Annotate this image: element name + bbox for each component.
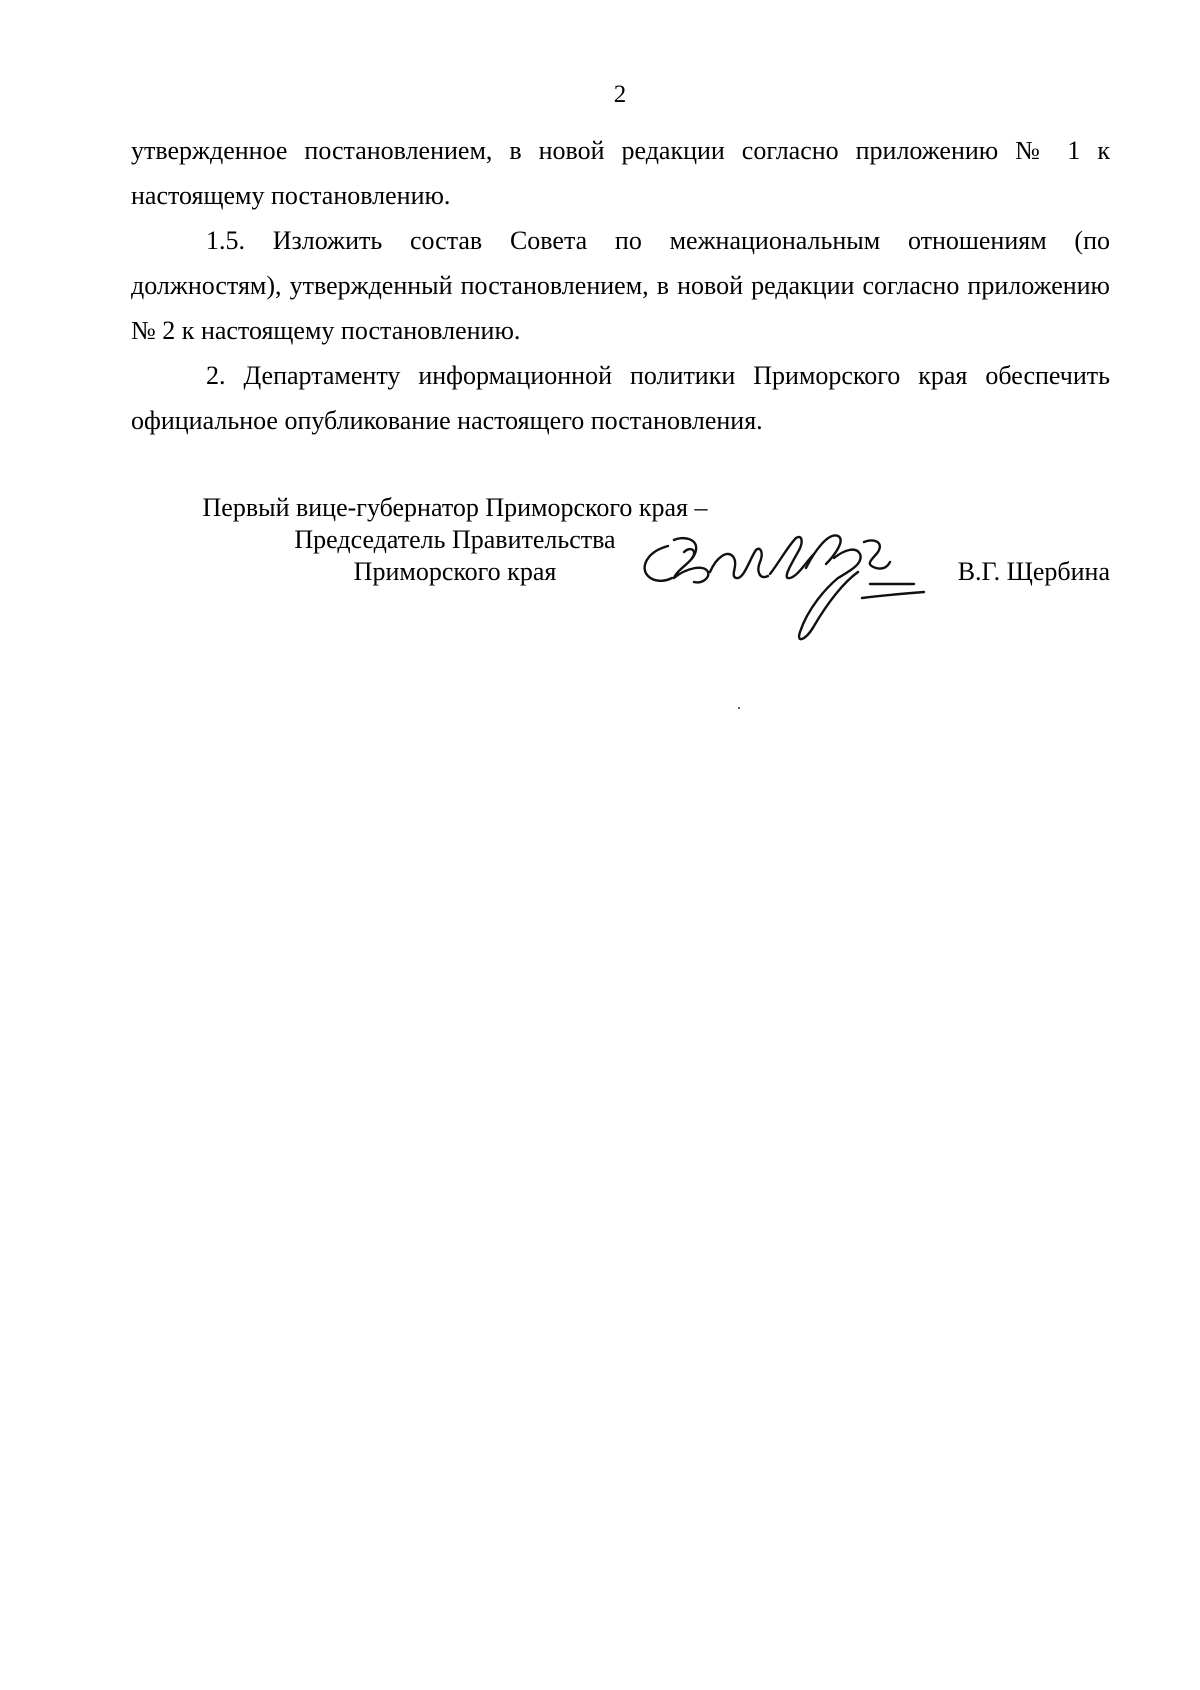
stray-mark bbox=[738, 707, 740, 709]
paragraph-2: 2. Департаменту информационной политики Приморского края обеспечить официальное опубликование настоящего постановления. bbox=[131, 361, 1110, 435]
paragraph-1-5: 1.5. Изложить состав Совета по межнациональным отношениям (по должностям), утвержденный постановлением, в новой редакции согласно приложению № 2 к настоящему постановлению. bbox=[131, 226, 1110, 345]
signatory-title-line-1: Первый вице-губернатор Приморского края – bbox=[202, 493, 708, 522]
signatory-title-line-2: Председатель Правительства bbox=[294, 525, 616, 554]
paragraph-continuation: утвержденное постановлением, в новой редакции согласно приложению № 1 к настоящему постановлению. bbox=[131, 136, 1110, 210]
signatory-name: В.Г. Щербина bbox=[957, 557, 1110, 586]
signatory-title-line-3: Приморского края bbox=[353, 557, 557, 586]
signature-block bbox=[131, 492, 1110, 632]
page-number: 2 bbox=[613, 81, 627, 108]
handwritten-signature bbox=[638, 528, 958, 658]
document-body bbox=[131, 128, 1110, 443]
